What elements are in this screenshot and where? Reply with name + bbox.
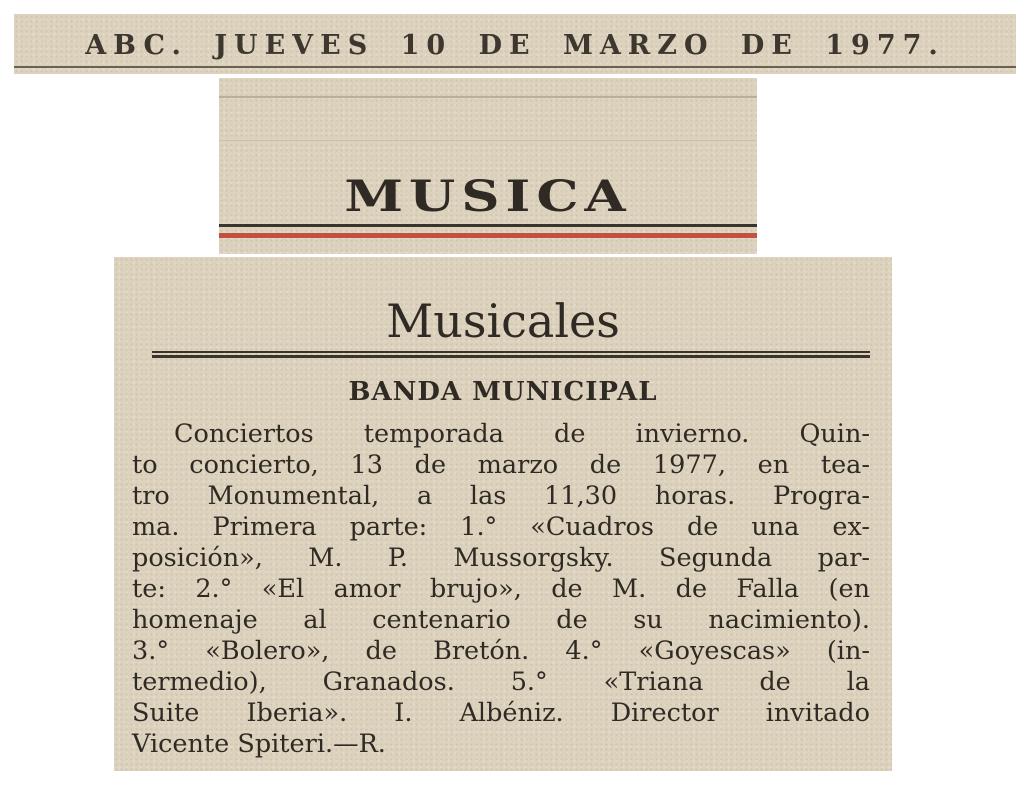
body-line: 3.° «Bolero», de Bretón. 4.° «Goyescas» (in- xyxy=(132,636,870,666)
body-line: Suite Iberia». I. Albéniz. Director invitado xyxy=(132,698,870,728)
body-line: Conciertos temporada de invierno. Quin- xyxy=(174,419,870,449)
article-clipping xyxy=(114,257,892,771)
header-rule xyxy=(14,66,1016,68)
body-line: te: 2.° «El amor brujo», de M. de Falla (en xyxy=(132,574,870,604)
body-line: tro Monumental, a las 11,30 horas. Progra- xyxy=(132,481,870,511)
article-body xyxy=(132,419,870,760)
banner-red-rule xyxy=(219,233,757,238)
section-banner xyxy=(219,78,757,254)
newspaper-header-strip xyxy=(14,14,1016,74)
newspaper-dateline: ABC. JUEVES 10 DE MARZO DE 1977. xyxy=(85,30,945,61)
body-line: posición», M. P. Mussorgsky. Segunda par- xyxy=(132,543,870,573)
article-title: Musicales xyxy=(386,294,620,348)
title-double-rule xyxy=(152,351,870,358)
banner-faint-rule xyxy=(219,96,757,98)
section-title: MUSICA xyxy=(344,170,632,222)
banner-black-rule xyxy=(219,224,757,227)
body-line: Vicente Spiteri.—R. xyxy=(132,729,386,759)
article-subtitle: BANDA MUNICIPAL xyxy=(348,377,658,407)
banner-faint-rule-lower xyxy=(219,140,757,141)
body-line: termedio), Granados. 5.° «Triana de la xyxy=(132,667,870,697)
body-line: ma. Primera parte: 1.° «Cuadros de una ex- xyxy=(132,512,870,542)
body-line: homenaje al centenario de su nacimiento). xyxy=(132,605,870,635)
body-line: to concierto, 13 de marzo de 1977, en tea- xyxy=(132,450,870,480)
